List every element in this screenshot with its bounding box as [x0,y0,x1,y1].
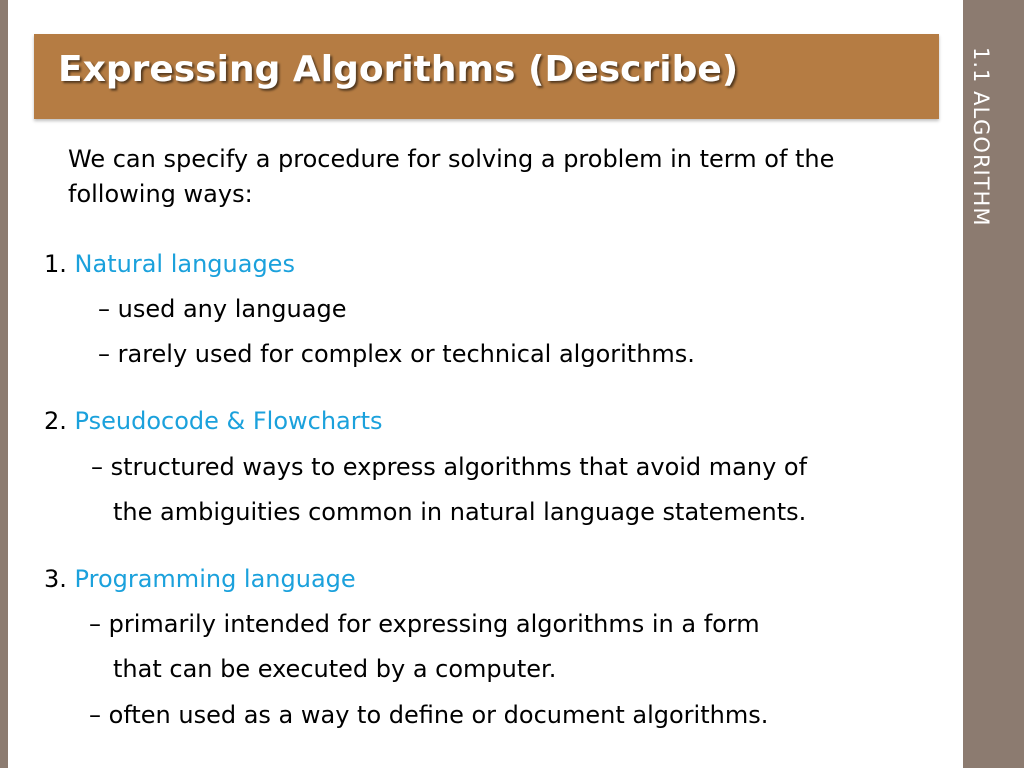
item-heading: Programming language [74,565,356,593]
list-item-3 [44,562,356,596]
slide-title: Expressing Algorithms (Describe) [58,49,739,90]
item-number: 1. [44,250,67,278]
item-heading: Natural languages [74,250,295,278]
item-line: the ambiguities common in natural language statements. [113,498,807,526]
title-bar [34,34,939,119]
left-border [0,0,8,768]
item-line: – rarely used for complex or technical algorithms. [98,340,695,368]
list-item-2 [44,404,383,438]
item-heading: Pseudocode & Flowcharts [74,407,383,435]
list-item-1 [44,247,295,281]
section-label: 1.1 ALGORITHM [969,47,993,227]
item-line: – primarily intended for expressing algorithms in a form [89,610,760,638]
item-number: 2. [44,407,67,435]
item-line: that can be executed by a computer. [113,655,557,683]
item-line: – used any language [98,295,347,323]
intro-text: We can specify a procedure for solving a problem in term of the following ways: [68,145,835,208]
item-number: 3. [44,565,67,593]
item-line: – often used as a way to define or document algorithms. [89,701,769,729]
item-line: – structured ways to express algorithms that avoid many of [91,453,808,481]
